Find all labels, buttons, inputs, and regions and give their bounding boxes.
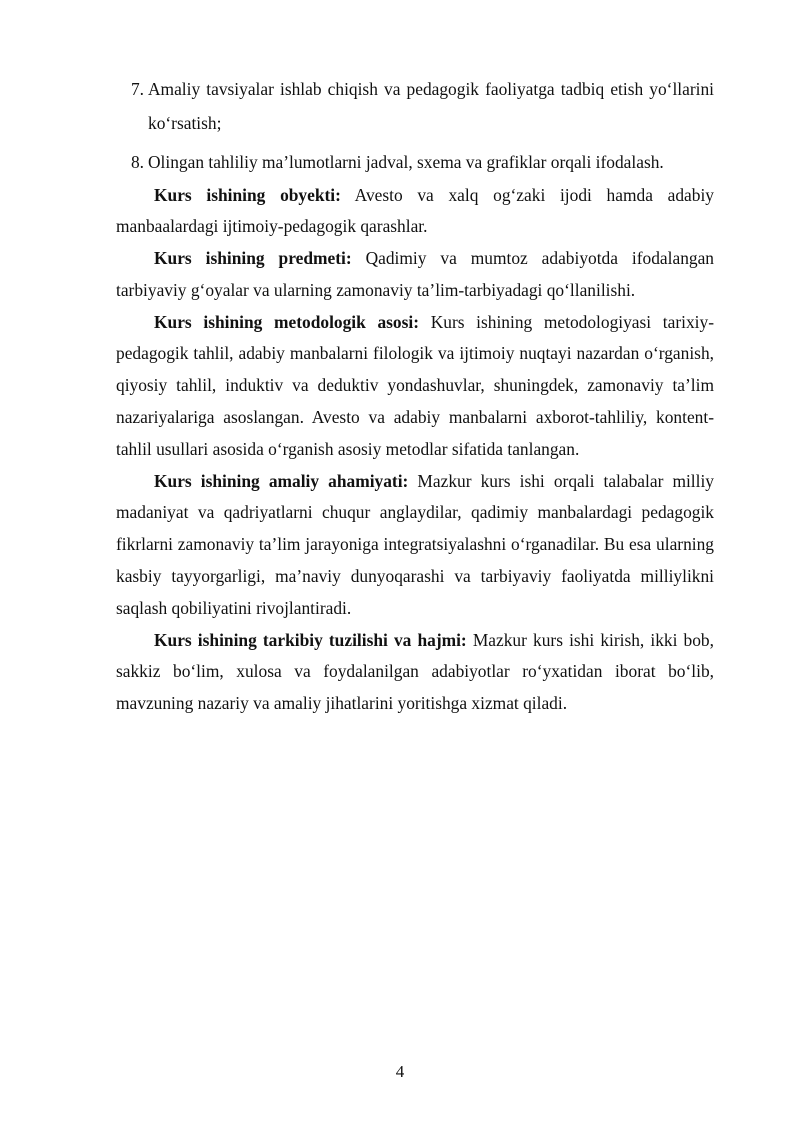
page-content xyxy=(116,73,714,720)
list-item-text: Olingan tahliliy ma’lumotlarni jadval, sxema va grafiklar orqali ifodalash. xyxy=(148,152,664,172)
page-number: 4 xyxy=(395,1062,405,1081)
list-item-text: Amaliy tavsiyalar ishlab chiqish va pedagogik faoliyatga tadbiq etish yo‘llarini ko‘rsatish; xyxy=(148,79,714,133)
paragraph-heading: Kurs ishining predmeti: xyxy=(154,248,352,269)
paragraph-object xyxy=(116,180,714,244)
list-item-number: 8. xyxy=(130,152,144,172)
paragraph-heading: Kurs ishining metodologik asosi: xyxy=(154,311,420,332)
paragraph-text: Mazkur kurs ishi kirish, ikki bob, sakkiz bo‘lim, xulosa va foydalanilgan adabiyotlar ro‘yxatidan iborat bo‘lib, mavzuning nazariy va amaliy jihatlarini yoritishga xizmat qiladi. xyxy=(116,629,714,714)
paragraph-structure xyxy=(116,625,714,720)
paragraph-practical-significance xyxy=(116,466,714,625)
paragraph-heading: Kurs ishining amaliy ahamiyati: xyxy=(154,470,409,491)
paragraph-heading: Kurs ishining tarkibiy tuzilishi va hajmi: xyxy=(154,629,467,650)
paragraph-text: Kurs ishining metodologiyasi tarixiy-pedagogik tahlil, adabiy manbalarni filologik va ijtimoiy nuqtayi nazardan o‘rganish, qiyosiy tahlil, induktiv va deduktiv yondashuvlar, shuningdek, zamonaviy ta’lim nazariyalariga asoslangan. Avesto va adabiy manbalarni axborot-tahliliy, kontent-tahlil usullari asosida o‘rganish asosiy metodlar sifatida tanlangan. xyxy=(116,311,714,459)
list-item-number: 7. xyxy=(130,79,144,99)
list-item xyxy=(116,146,714,180)
paragraph-heading: Kurs ishining obyekti: xyxy=(154,184,341,205)
list-item xyxy=(116,73,714,140)
numbered-list xyxy=(116,73,714,180)
paragraph-text: Mazkur kurs ishi orqali talabalar milliy madaniyat va qadriyatlarni chuqur anglaydilar, qadimiy manbalardagi pedagogik fikrlarni zamonaviy ta’lim jarayoniga integratsiyalashni o‘rganadilar. Bu esa ularning kasbiy tayyorgarligi, ma’naviy dunyoqarashi va tarbiyaviy faoliyatda milliylikni saqlash qobiliyatini rivojlantiradi. xyxy=(116,470,714,618)
paragraph-methodology xyxy=(116,307,714,466)
paragraph-text: Avesto va xalq og‘zaki ijodi hamda adabiy manbaalardagi ijtimoiy-pedagogik qarashlar. xyxy=(116,184,714,237)
paragraph-subject xyxy=(116,243,714,307)
paragraph-text: Qadimiy va mumtoz adabiyotda ifodalangan tarbiyaviy g‘oyalar va ularning zamonaviy ta’lim-tarbiyadagi qo‘llanilishi. xyxy=(116,248,714,300)
